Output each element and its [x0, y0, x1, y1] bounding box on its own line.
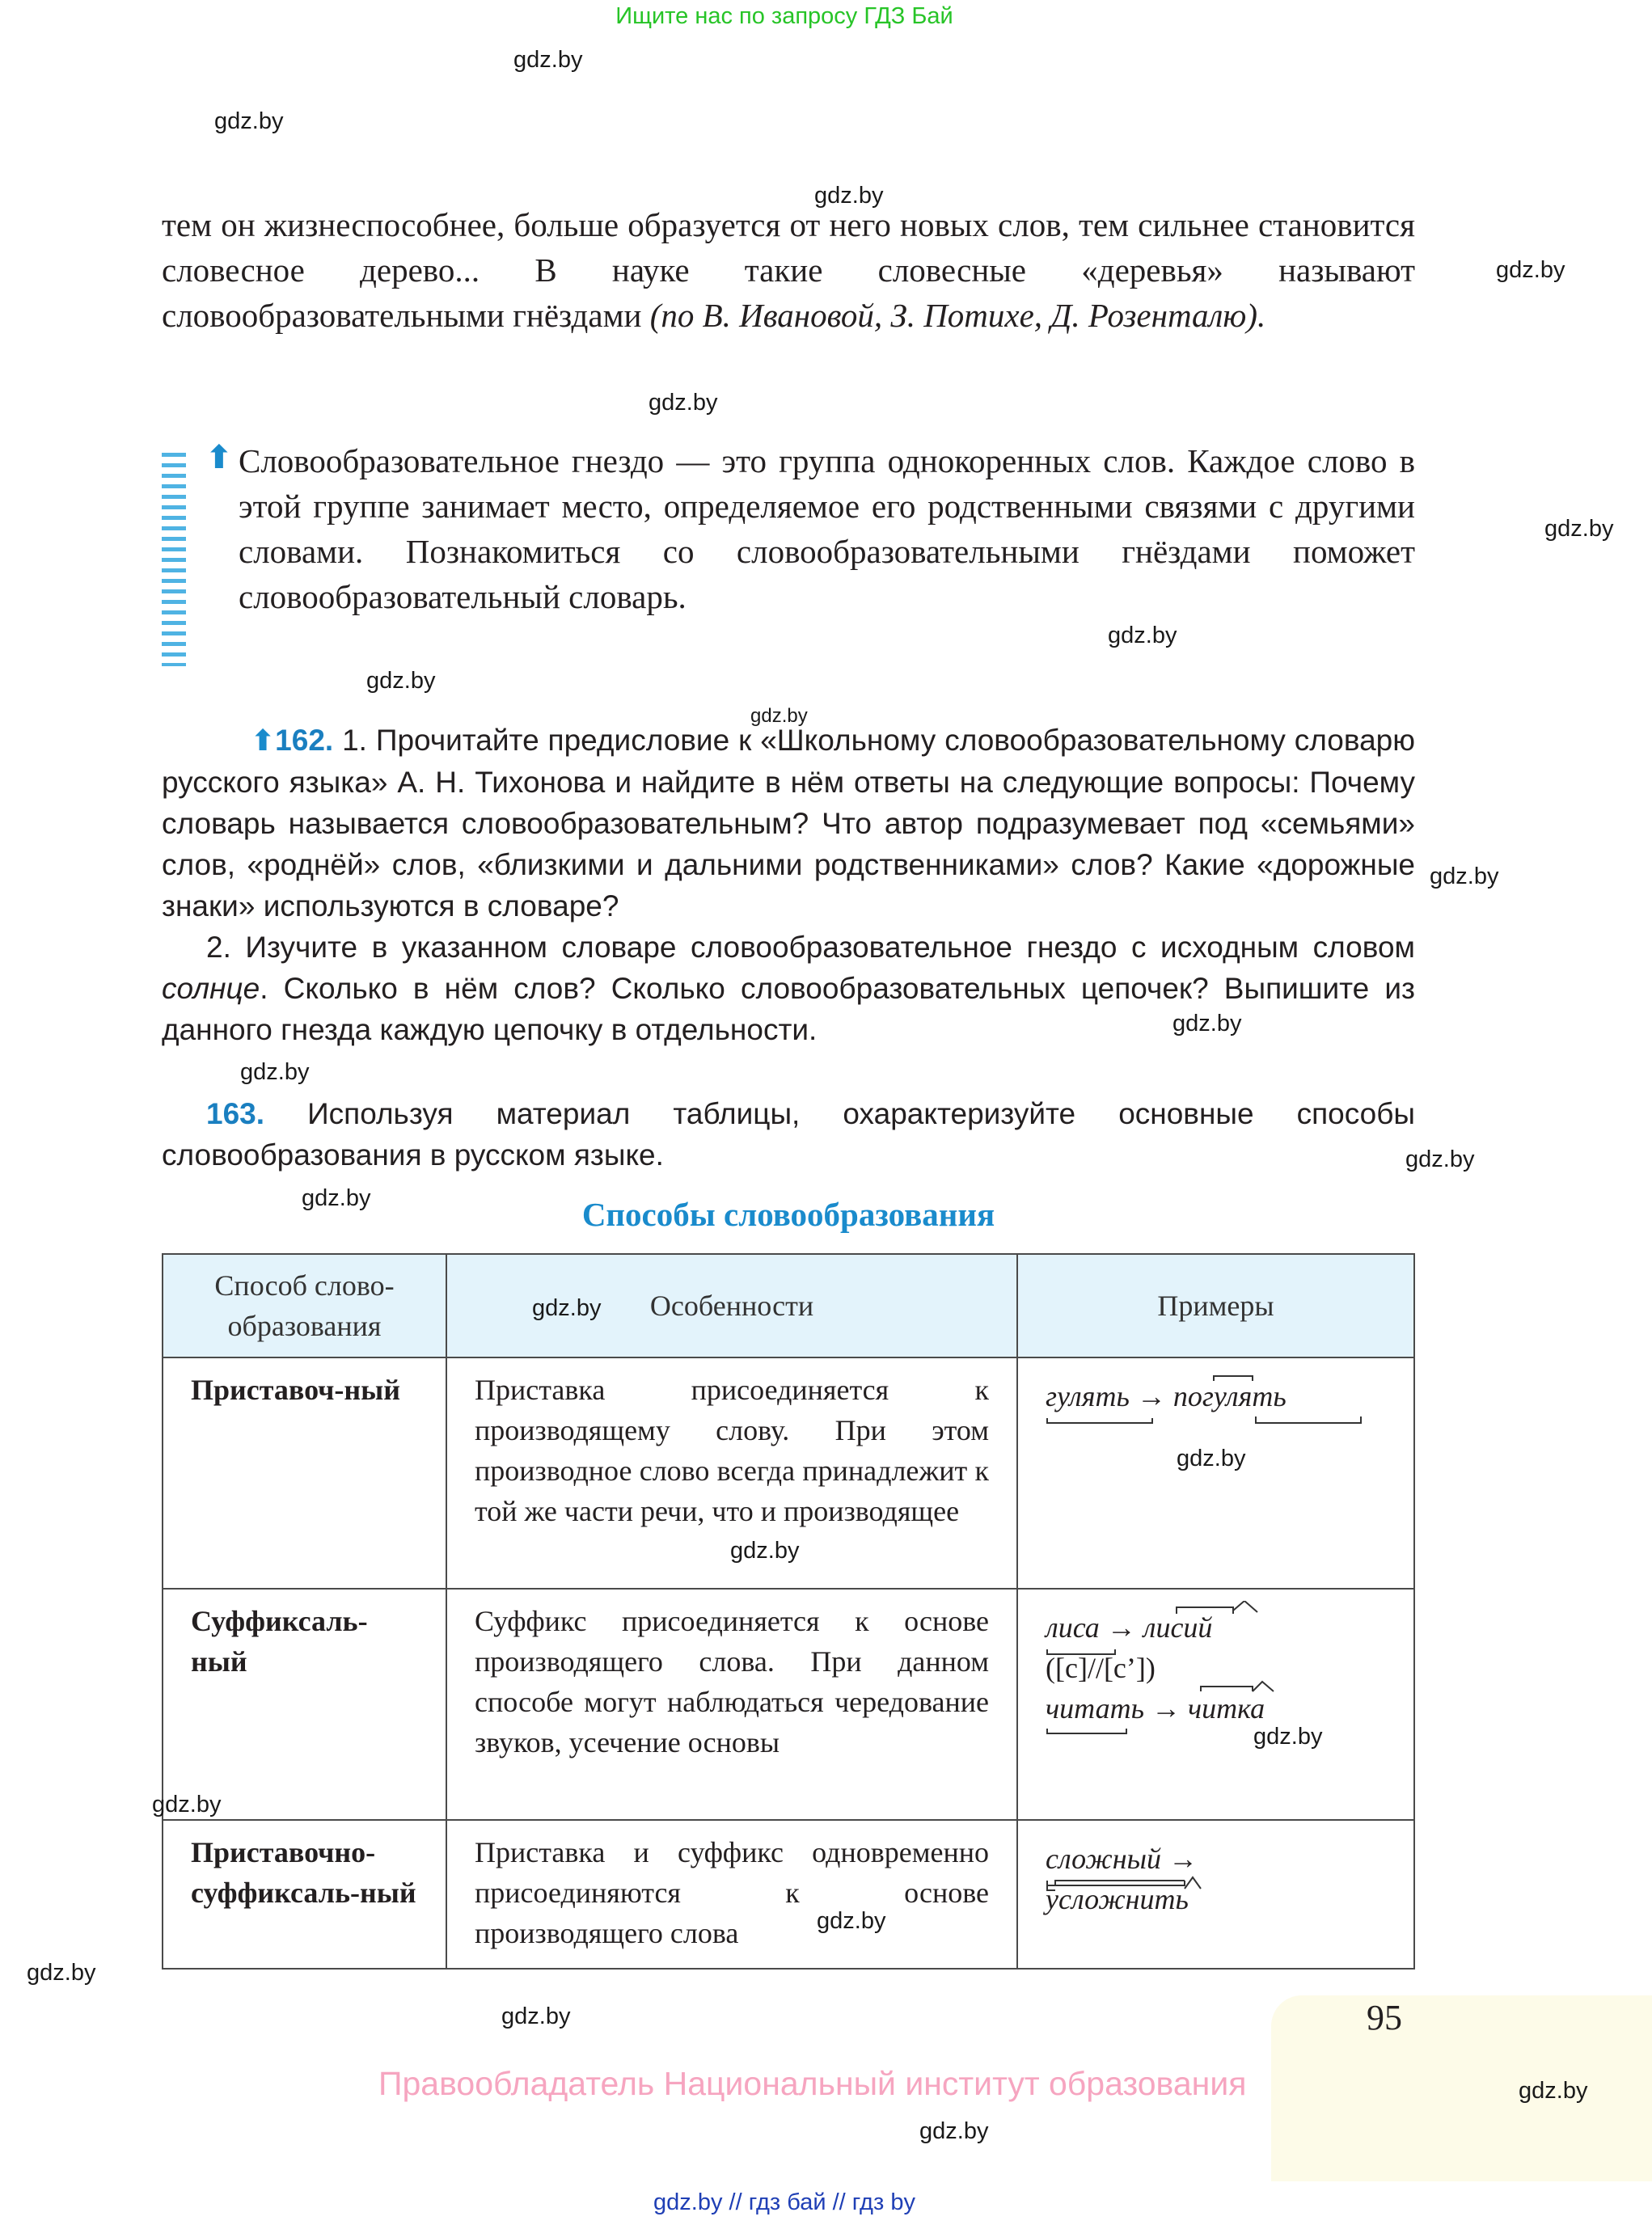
watermark: gdz.by: [817, 1908, 886, 1934]
example-text: лиса → лисий: [1046, 1611, 1213, 1644]
exercise-number: 163.: [206, 1097, 265, 1130]
morpheme-marks: [1046, 1601, 1385, 1738]
top-banner[interactable]: Ищите нас по запросу ГДЗ Бай: [615, 3, 953, 29]
exercise-162: [162, 720, 1415, 1050]
exercise-163-text: Используя материал таблицы, охарактеризуйте основные способы словообразования в русском языке.: [162, 1097, 1415, 1172]
watermark: gdz.by: [1172, 1011, 1242, 1037]
exercise-162-text-2b: . Сколько в нём слов? Сколько словообразовательных цепочек? Выпишите из данного гнезда каждую цепочку в отдельности.: [162, 972, 1415, 1046]
intro-source: (по В. Ивановой, З. Потихе, Д. Розенталю).: [649, 297, 1266, 334]
morpheme-marks: [1046, 1832, 1385, 1929]
exercise-number: 162.: [275, 724, 334, 757]
example-text: гулять → погулять: [1046, 1380, 1287, 1412]
feature-cell: Приставка и суффикс одновременно присоединяются к основе производящего слова: [446, 1820, 1017, 1969]
arrow-up-icon: ⬆: [205, 439, 233, 476]
rule-definition: Словообразовательное гнездо — это группа однокоренных слов. Каждое слово в этой группе занимает место, определяемое его родственными связями с другими словами. Познакомиться со словообразовательными гнёздами поможет словообразовательный словарь.: [239, 442, 1415, 615]
exercise-162-text-2a: 2. Изучите в указанном словаре словообразовательное гнездо с исходным словом: [206, 931, 1415, 964]
exercise-162-word: солнце: [162, 972, 260, 1005]
watermark: gdz.by: [1405, 1146, 1475, 1172]
watermark: gdz.by: [1544, 516, 1614, 542]
watermark: gdz.by: [750, 705, 808, 727]
page-number: 95: [1367, 1998, 1402, 2037]
watermark: gdz.by: [1496, 257, 1565, 283]
morpheme-marks: [1046, 1370, 1385, 1426]
watermark: gdz.by: [366, 668, 436, 694]
watermark: gdz.by: [214, 108, 284, 134]
watermark: gdz.by: [649, 390, 718, 416]
exercise-162-part-2: [162, 927, 1415, 1050]
header-method: [163, 1254, 446, 1357]
intro-text: тем он жизнеспособнее, больше образуется от него новых слов, тем сильнее становится словесное дерево... В науке такие словесные «деревья» называют словообразовательными гнёздами: [162, 206, 1415, 334]
example-text: усложнить: [1046, 1883, 1189, 1915]
watermark: gdz.by: [1253, 1724, 1323, 1750]
feature-cell: Суффикс присоединяется к основе производящего слова. При данном способе могут наблюдаться чередование звуков, усечение основы: [446, 1589, 1017, 1820]
table-row: [163, 1820, 1414, 1969]
header-examples-label: Примеры: [1157, 1290, 1274, 1322]
header-method-label: Способ слово-образования: [214, 1269, 395, 1342]
intro-paragraph: [162, 202, 1415, 338]
watermark: gdz.by: [27, 1960, 96, 1986]
exercise-163: [162, 1093, 1415, 1176]
footer-links[interactable]: gdz.by // гдз бай // гдз by: [653, 2189, 915, 2215]
header-features-label: Особенности: [649, 1290, 814, 1322]
example-text: сложный →: [1046, 1843, 1198, 1875]
table-title: Способы словообразования: [581, 1196, 995, 1233]
example-cell: [1017, 1357, 1414, 1589]
exercise-162-text-1: 1. Прочитайте предисловие к «Школьному словообразовательному словарю русского языка» А. Н. Тихонова и найдите в нём ответы на следующие вопросы: Почему словарь называется словообразовательным? Что автор подразумевает под «семьями» слов, «роднёй» слов, «близкими и дальними родственниками» слов? Какие «дорожные знаки» используются в словаре?: [162, 724, 1415, 923]
watermark: gdz.by: [919, 2118, 989, 2144]
method-cell: Суффиксаль-ный: [163, 1589, 446, 1820]
method-cell: Приставоч-ный: [163, 1357, 446, 1589]
header-examples: [1017, 1254, 1414, 1357]
exercise-162-part-1: [162, 720, 1415, 927]
watermark: gdz.by: [1177, 1446, 1246, 1471]
watermark: gdz.by: [1430, 863, 1499, 889]
example-cell: [1017, 1589, 1414, 1820]
table-header-row: [163, 1254, 1414, 1357]
watermark: gdz.by: [1108, 623, 1177, 648]
watermark: gdz.by: [1519, 2078, 1588, 2104]
feature-cell: Приставка присоединяется к производящему слову. При этом производное слово всегда принадлежит к той же части речи, что и производящее: [446, 1357, 1017, 1589]
watermark: gdz.by: [730, 1538, 800, 1564]
rule-marker-bar: [162, 453, 186, 666]
word-formation-table: [162, 1253, 1415, 1970]
watermark: gdz.by: [513, 47, 583, 73]
table-row: [163, 1589, 1414, 1820]
arrow-up-icon: ⬆: [251, 724, 276, 758]
copyright-notice: Правообладатель Национальный институт образования: [378, 2065, 1247, 2102]
watermark: gdz.by: [814, 183, 884, 209]
watermark: gdz.by: [240, 1059, 310, 1085]
method-cell: Приставочно-суффиксаль-ный: [163, 1820, 446, 1969]
watermark: gdz.by: [302, 1185, 371, 1211]
example-cell: [1017, 1820, 1414, 1969]
watermark: gdz.by: [501, 2003, 571, 2029]
example-text: читать → читка: [1046, 1692, 1265, 1725]
page-number-box: [1271, 1995, 1652, 2181]
watermark: gdz.by: [532, 1295, 602, 1321]
watermark: gdz.by: [152, 1792, 222, 1818]
example-alternation: ([с]//[с’]): [1046, 1652, 1156, 1684]
